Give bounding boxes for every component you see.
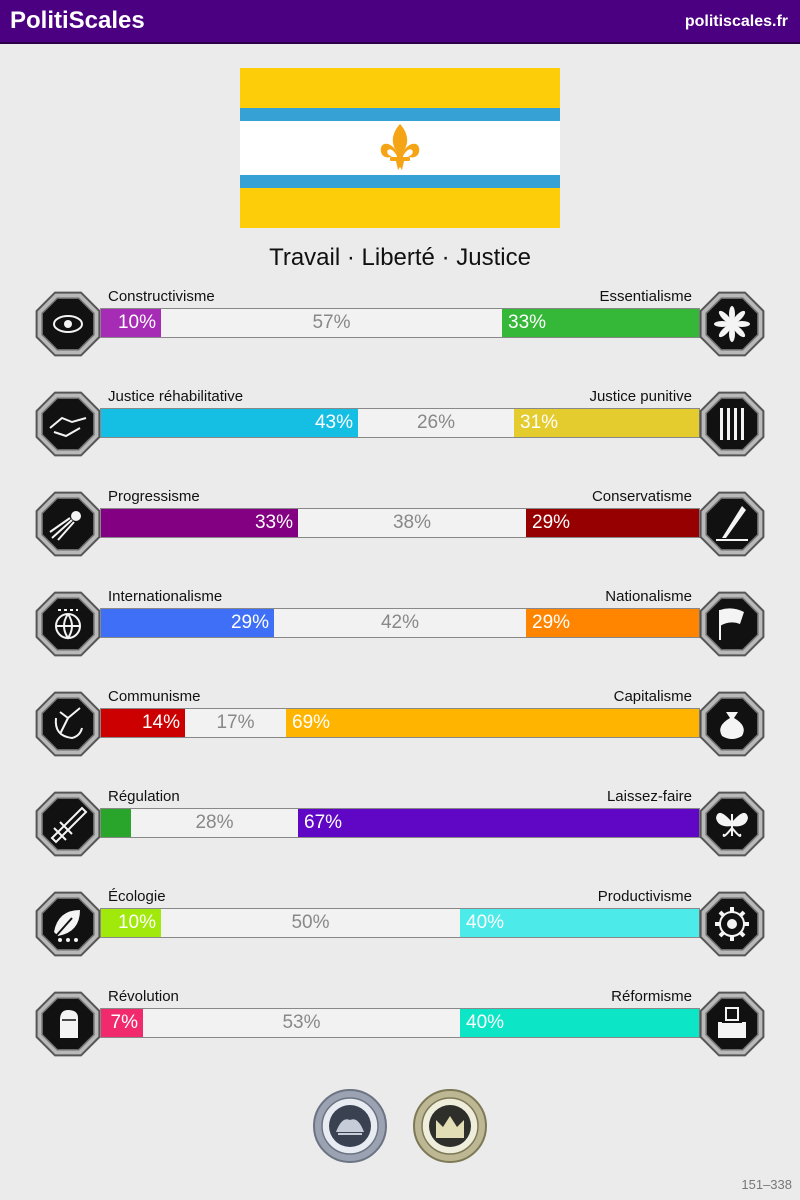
- axis-left-segment: [101, 509, 298, 537]
- axis-left-value: 43%: [314, 412, 353, 433]
- butterfly-icon: [696, 788, 768, 860]
- axis-left-label: Justice réhabilitative: [108, 388, 244, 405]
- axis-row: [0, 688, 800, 764]
- axis-center-segment: [185, 709, 286, 737]
- axis-right-label: Essentialisme: [599, 288, 692, 305]
- axis-bar: [100, 608, 700, 638]
- axis-left-value: 7%: [110, 1012, 138, 1033]
- prison-bars-icon: [696, 388, 768, 460]
- axis-left-segment: [101, 809, 131, 837]
- axis-center-segment: [131, 809, 298, 837]
- axis-center-value: 57%: [312, 312, 351, 333]
- axis-row: [0, 288, 800, 364]
- axis-left-label: Révolution: [108, 988, 179, 1005]
- ecology-badge-icon[interactable]: [312, 1088, 388, 1164]
- axis-right-value: 67%: [304, 812, 343, 833]
- axis-right-label: Réformisme: [611, 988, 692, 1005]
- globe-icon: [32, 588, 104, 660]
- axis-right-segment: [298, 809, 699, 837]
- axis-right-value: 29%: [532, 512, 571, 533]
- result-flag: [240, 68, 560, 228]
- leaf-icon: [32, 888, 104, 960]
- axis-right-value: 33%: [508, 312, 547, 333]
- axis-left-label: Constructivisme: [108, 288, 215, 305]
- axis-right-label: Nationalisme: [605, 588, 692, 605]
- axis-left-label: Internationalisme: [108, 588, 223, 605]
- axis-right-label: Productivisme: [597, 888, 692, 905]
- gear-icon: [696, 888, 768, 960]
- axis-row: [0, 388, 800, 464]
- axis-left-value: 10%: [117, 912, 156, 933]
- axis-right-label: Capitalisme: [613, 688, 692, 705]
- axis-right-label: Conservatisme: [591, 488, 692, 505]
- axis-left-label: Écologie: [108, 888, 166, 905]
- axis-left-value: 10%: [117, 312, 156, 333]
- axis-center-segment: [298, 509, 526, 537]
- axis-bar: [100, 408, 700, 438]
- axis-center-value: 17%: [216, 712, 255, 733]
- axis-left-value: 29%: [230, 612, 269, 633]
- axis-center-value: 50%: [291, 912, 330, 933]
- axis-left-label: Communisme: [108, 688, 201, 705]
- axis-bar: [100, 908, 700, 938]
- axis-right-segment: [526, 509, 699, 537]
- axis-center-segment: [161, 309, 502, 337]
- ballot-box-icon: [696, 988, 768, 1060]
- site-link[interactable]: politiscales.fr: [684, 13, 788, 30]
- axis-right-segment: [526, 609, 699, 637]
- axis-left-segment: [101, 409, 358, 437]
- axis-right-segment: [514, 409, 699, 437]
- axis-left-label: Régulation: [108, 788, 180, 805]
- ruler-icon: [32, 788, 104, 860]
- axis-right-label: Justice punitive: [589, 388, 692, 405]
- axis-bar: [100, 808, 700, 838]
- axis-row: [0, 788, 800, 864]
- eye-icon: [32, 288, 104, 360]
- axis-center-value: 42%: [380, 612, 420, 633]
- result-code: 151–338: [741, 1177, 792, 1192]
- axis-left-segment: [101, 309, 161, 337]
- axis-right-value: 69%: [292, 712, 331, 733]
- axis-row: [0, 888, 800, 964]
- axis-right-value: 40%: [466, 912, 505, 933]
- axis-right-segment: [460, 1009, 699, 1037]
- axis-left-segment: [101, 709, 185, 737]
- axis-left-value: 14%: [141, 712, 180, 733]
- axis-left-segment: [101, 909, 161, 937]
- brand-title[interactable]: PolitiScales: [10, 7, 145, 34]
- axis-left-segment: [101, 609, 274, 637]
- axis-row: [0, 588, 800, 664]
- axis-right-segment: [502, 309, 699, 337]
- axis-bar: [100, 1008, 700, 1038]
- hammer-sickle-icon: [32, 688, 104, 760]
- axis-right-segment: [286, 709, 699, 737]
- axis-left-label: Progressisme: [108, 488, 200, 505]
- axis-right-value: 29%: [532, 612, 571, 633]
- axis-center-segment: [274, 609, 526, 637]
- axis-center-segment: [161, 909, 460, 937]
- axis-center-segment: [358, 409, 514, 437]
- axis-right-segment: [460, 909, 699, 937]
- handshake-icon: [32, 388, 104, 460]
- axis-right-value: 40%: [466, 1012, 505, 1033]
- axis-bar: [100, 508, 700, 538]
- flower-icon: [696, 288, 768, 360]
- motto: Travail · Liberté · Justice: [269, 244, 531, 271]
- flag-icon: [696, 588, 768, 660]
- axis-center-value: 28%: [195, 812, 234, 833]
- comet-icon: [32, 488, 104, 560]
- axis-center-value: 26%: [416, 412, 456, 433]
- axis-row: [0, 488, 800, 564]
- axis-bar: [100, 308, 700, 338]
- axis-row: [0, 988, 800, 1064]
- axis-center-value: 38%: [392, 512, 432, 533]
- axis-bar: [100, 708, 700, 738]
- axis-right-value: 31%: [520, 412, 559, 433]
- axis-right-label: Laissez-faire: [606, 788, 692, 805]
- axis-left-segment: [101, 1009, 143, 1037]
- raised-fist-icon: [32, 988, 104, 1060]
- quill-icon: [696, 488, 768, 560]
- money-bag-icon: [696, 688, 768, 760]
- app-header: [0, 0, 800, 44]
- axis-left-value: 33%: [254, 512, 293, 533]
- axis-center-value: 53%: [282, 1012, 321, 1033]
- axis-center-segment: [143, 1009, 460, 1037]
- crown-badge-icon[interactable]: [412, 1088, 488, 1164]
